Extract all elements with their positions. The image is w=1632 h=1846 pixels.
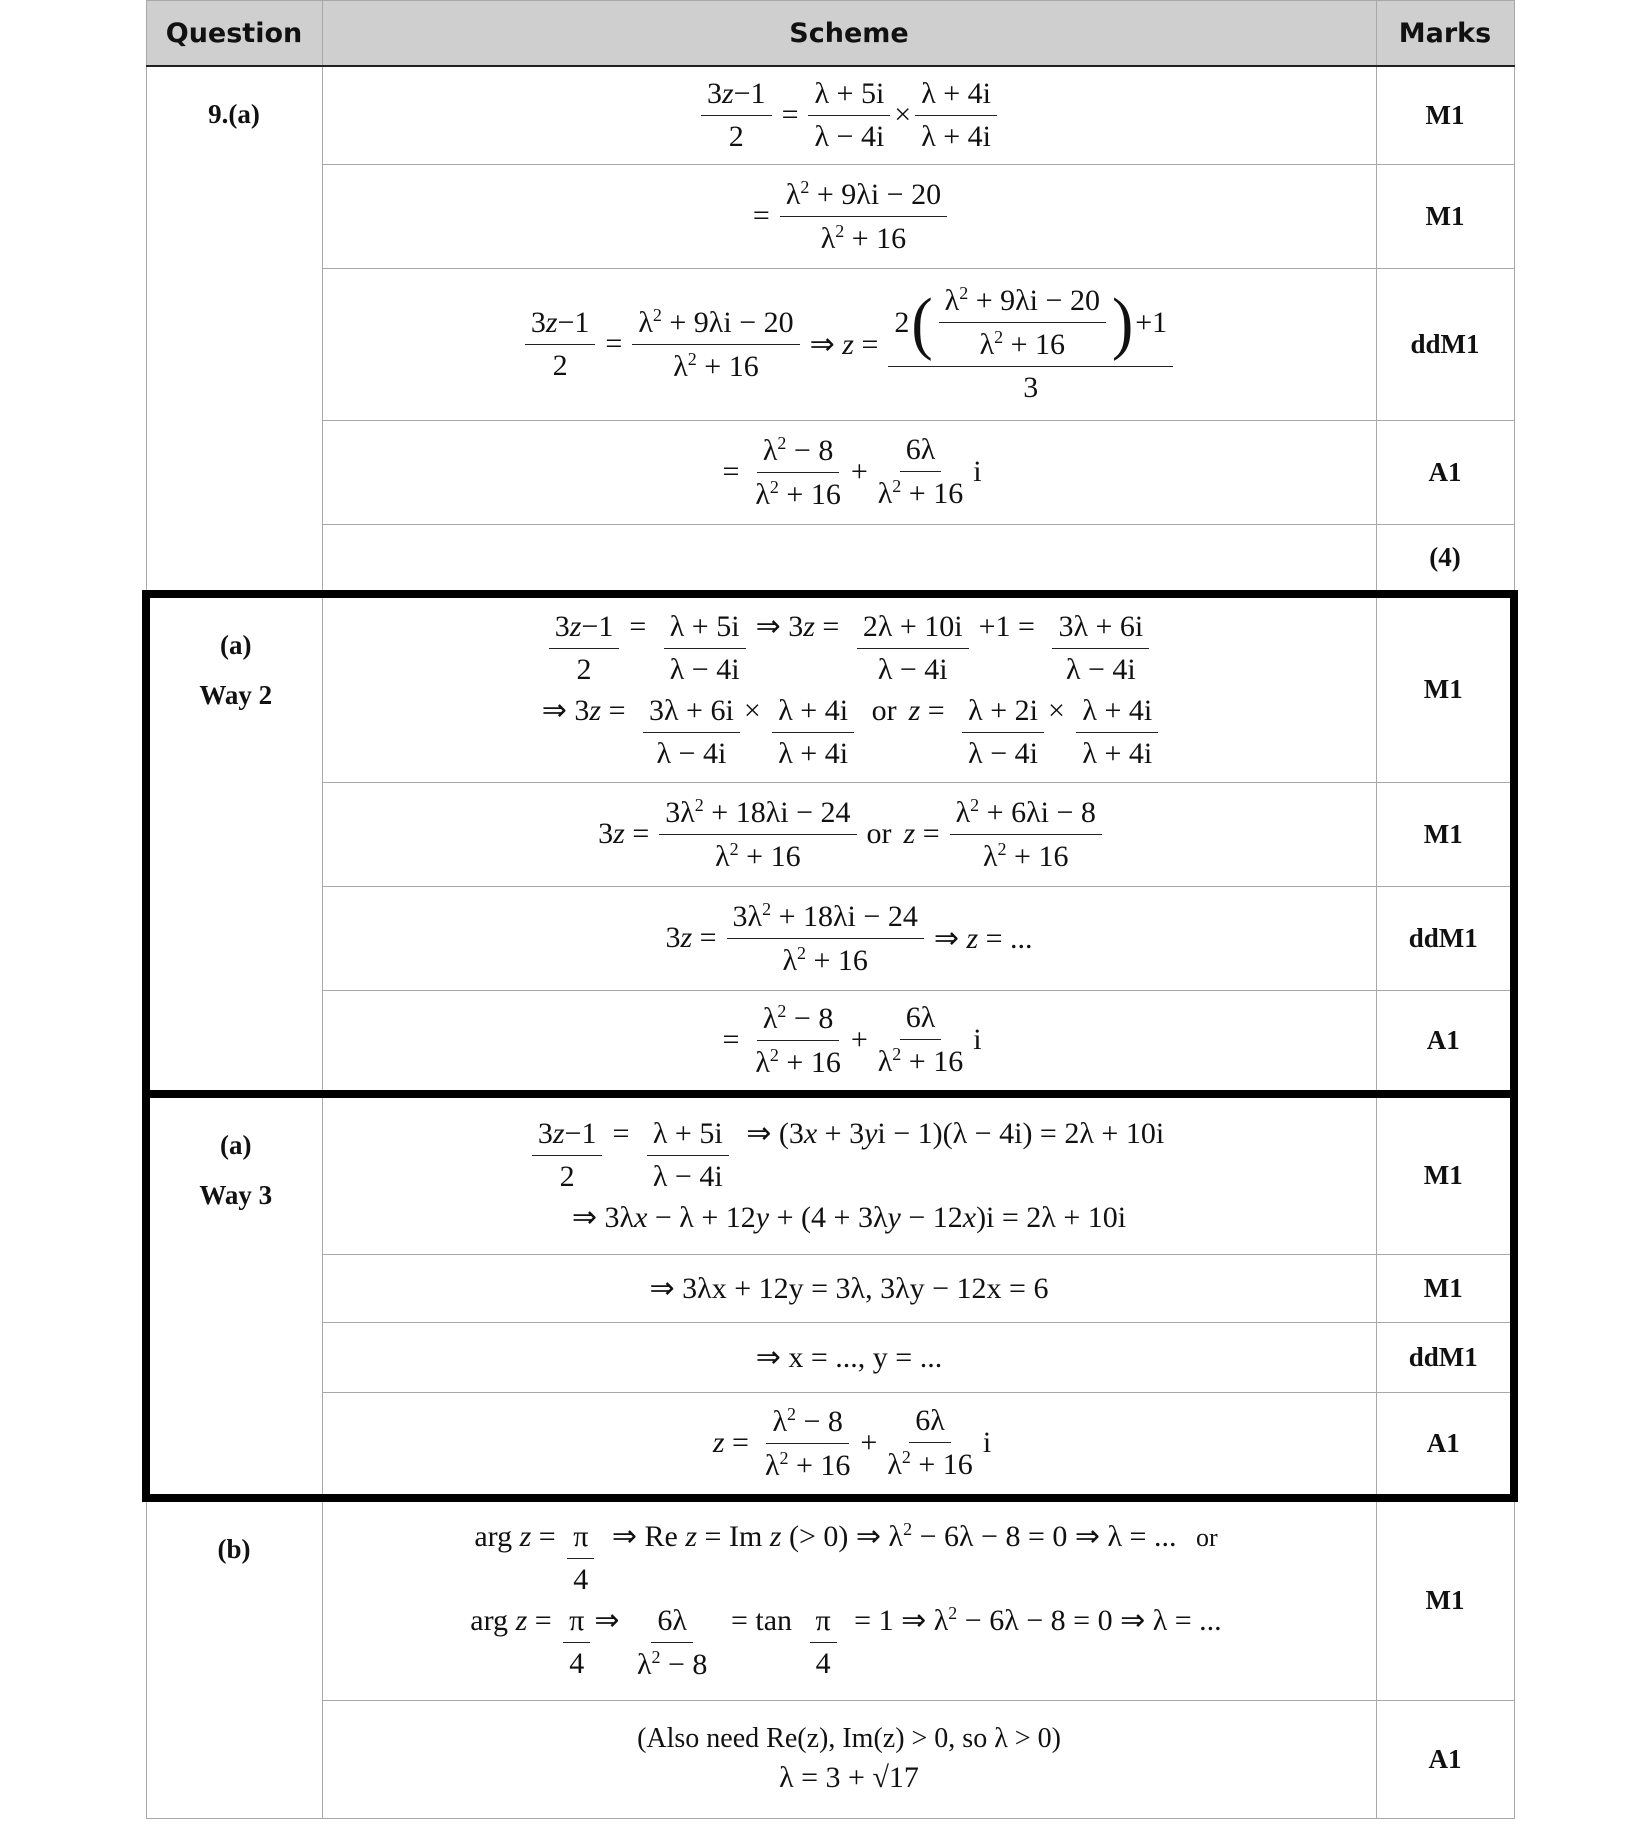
- question-cell-way2: [146, 594, 322, 1094]
- mark-cell: M1: [1376, 782, 1514, 886]
- scheme-step: $\frac{3z-1}{2}$ = $\frac{\lambda + 5i}{\lambda - 4i}$ × $\frac{\lambda + 4i}{\lambda + 4i}$: [322, 66, 1376, 164]
- scheme-step: 3z = $\frac{3\lambda^2 + 18\lambda i - 24}{\lambda^2 + 16}$ ⇒ z = ...: [322, 886, 1376, 990]
- table-row: [146, 420, 1514, 524]
- table-row: [146, 782, 1514, 886]
- mark-cell: A1: [1376, 1392, 1514, 1498]
- table-row: [146, 524, 1514, 594]
- scheme-step: [322, 524, 1376, 594]
- mark-cell: A1: [1376, 1700, 1514, 1818]
- way-label: Way 3: [199, 1180, 273, 1210]
- final-answer: λ = 3 + √17: [779, 1761, 919, 1794]
- table-row: [146, 66, 1514, 164]
- table-row: [146, 886, 1514, 990]
- scheme-step: z = $\frac{\lambda^2 - 8}{\lambda^2 + 16}$ + $\frac{6\lambda}{\lambda^2 + 16}$ i: [322, 1392, 1376, 1498]
- mark-cell: M1: [1376, 1498, 1514, 1700]
- mark-cell: M1: [1376, 66, 1514, 164]
- mark-scheme-table: [142, 0, 1510, 1819]
- mark-cell: ddM1: [1376, 1322, 1514, 1392]
- table-row: [146, 1498, 1514, 1700]
- or-word: or: [871, 693, 897, 727]
- table-row: [146, 1094, 1514, 1254]
- scheme-step: 3z = $\frac{3\lambda^2 + 18\lambda i - 24}{\lambda^2 + 16}$ or z = $\frac{\lambda^2 + 6\lambda i - 8}{\lambda^2 + 16}$: [322, 782, 1376, 886]
- scheme-step: $\frac{3z-1}{2}$ = $\frac{\lambda + 5i}{\lambda - 4i}$ ⇒ 3z = $\frac{2\lambda + 10i}{\lambda - 4i}$ +1 = $\frac{3\lambda + 6i}{\lambda - 4i}$ ⇒ 3z = $\frac{3\lambda + 6i}{\lambda - 4i}$ × $\frac{\lambda + 4i}{\lambda + 4i}$ or z = $\frac{\lambda + 2i}{\lambda - 4i}$ × $\frac{\lambda + 4i}{\lambda + 4i}$: [322, 594, 1376, 782]
- mark-cell: M1: [1376, 1254, 1514, 1322]
- scheme-step: $\frac{3z-1}{2}$ = $\frac{\lambda^2 + 9\lambda i - 20}{\lambda^2 + 16}$ ⇒ z = 2 ( $\frac{\lambda^2 + 9\lambda i - 20}{\lambda^2 + 16}$ ) +1 3: [322, 268, 1376, 420]
- scheme-step: $\frac{3z-1}{2}$ = $\frac{\lambda + 5i}{\lambda - 4i}$ ⇒ (3x + 3yi − 1)(λ − 4i) = 2λ + 10i ⇒ 3λx − λ + 12y + (4 + 3λy − 12x)i = 2λ + 10i: [322, 1094, 1376, 1254]
- condition-note: (Also need Re(z), Im(z) > 0, so λ > 0): [637, 1723, 1061, 1754]
- mark-cell: M1: [1376, 594, 1514, 782]
- question-cell-a: [146, 66, 322, 594]
- scheme-step: = $\frac{\lambda^2 + 9\lambda i - 20}{\lambda^2 + 16}$: [322, 164, 1376, 268]
- header-row: [146, 1, 1514, 67]
- mark-cell: A1: [1376, 990, 1514, 1094]
- table-row: [146, 990, 1514, 1094]
- scheme-step: arg z = $\frac{\pi}{4}$ ⇒ Re z = Im z (> 0) ⇒ $\lambda^2 - 6\lambda - 8 = 0$ ⇒ λ = ... or arg z = $\frac{\pi}{4}$ ⇒ $\frac{6\lambda}{\lambda^2 - 8}$ = tan $\frac{\pi}{4}$ = 1 ⇒ $\lambda^2 - 6\lambda - 8 = 0$ ⇒ λ = ...: [322, 1498, 1376, 1700]
- header-marks: Marks: [1376, 1, 1514, 67]
- header-scheme: Scheme: [322, 1, 1376, 67]
- mark-cell: M1: [1376, 164, 1514, 268]
- table-row: [146, 1392, 1514, 1498]
- question-cell-b: [146, 1498, 322, 1818]
- question-label: 9.(a): [208, 99, 260, 129]
- part-total: (4): [1376, 524, 1514, 594]
- question-cell-way3: [146, 1094, 322, 1498]
- question-label: (a): [220, 1130, 252, 1160]
- table-row: [146, 164, 1514, 268]
- mark-cell: A1: [1376, 420, 1514, 524]
- table-row: [146, 1254, 1514, 1322]
- or-word: or: [1195, 1523, 1218, 1553]
- scheme-step: [322, 1700, 1376, 1818]
- scheme-step: ⇒ 3λx + 12y = 3λ, 3λy − 12x = 6: [322, 1254, 1376, 1322]
- scheme-step: ⇒ x = ..., y = ...: [322, 1322, 1376, 1392]
- table-row: [146, 1322, 1514, 1392]
- question-label: (a): [220, 630, 252, 660]
- table-row: [146, 594, 1514, 782]
- mark-cell: ddM1: [1376, 886, 1514, 990]
- header-question: Question: [146, 1, 322, 67]
- scheme-step: = $\frac{\lambda^2 - 8}{\lambda^2 + 16}$ + $\frac{6\lambda}{\lambda^2 + 16}$ i: [322, 990, 1376, 1094]
- scheme-step: = $\frac{\lambda^2 - 8}{\lambda^2 + 16}$ + $\frac{6\lambda}{\lambda^2 + 16}$ i: [322, 420, 1376, 524]
- mark-cell: ddM1: [1376, 268, 1514, 420]
- table-row: [146, 1700, 1514, 1818]
- or-word: or: [866, 817, 892, 850]
- question-label: (b): [217, 1534, 251, 1564]
- table-row: [146, 268, 1514, 420]
- way-label: Way 2: [199, 680, 273, 710]
- mark-cell: M1: [1376, 1094, 1514, 1254]
